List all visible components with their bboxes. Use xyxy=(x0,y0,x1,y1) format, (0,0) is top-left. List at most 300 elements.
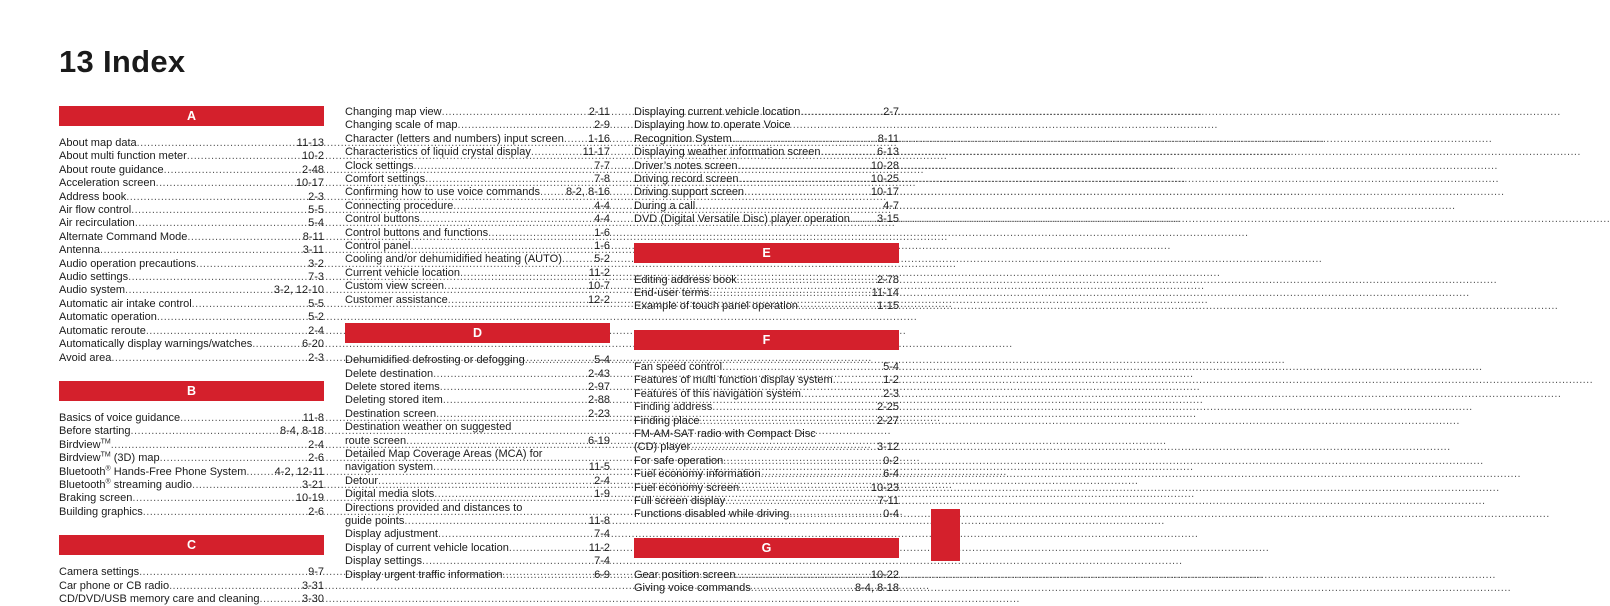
entry-page-ref: 11-2 xyxy=(588,266,610,279)
entry-term xyxy=(345,133,564,146)
entry-term xyxy=(634,569,736,582)
entry-term xyxy=(59,593,260,606)
entry-term xyxy=(345,200,453,213)
entry-term-text: DVD (Digital Versatile Disc) player operation xyxy=(634,213,850,226)
entry-term xyxy=(634,106,800,119)
section-letter-band: A xyxy=(59,106,324,126)
index-entry xyxy=(59,231,324,244)
leader-dots xyxy=(736,569,868,582)
leader-dots xyxy=(488,227,591,240)
entry-term-text: Fuel economy information xyxy=(634,468,761,481)
entry-term-text: Digital media slots xyxy=(345,488,435,501)
index-entry xyxy=(634,119,899,146)
entry-page-ref: 11-5 xyxy=(588,461,610,474)
index-entry xyxy=(345,354,610,367)
entry-term xyxy=(59,271,128,284)
entry-term xyxy=(59,244,100,257)
entry-term-text: Automatic air intake control xyxy=(59,297,192,310)
entry-term-text: Finding address xyxy=(634,401,713,414)
entry-term-text: Antenna xyxy=(59,244,100,257)
entry-page-ref: 4-2, 12-11 xyxy=(274,465,324,478)
entry-page-ref: 5-4 xyxy=(883,360,899,373)
index-entry xyxy=(345,542,610,555)
entry-page-ref: 2-25 xyxy=(876,401,899,414)
entry-term xyxy=(59,150,187,163)
entry-term xyxy=(634,468,761,481)
index-entry xyxy=(345,106,610,119)
index-entry xyxy=(634,415,899,428)
index-entry xyxy=(345,160,610,173)
leader-dots xyxy=(433,368,585,381)
entry-term xyxy=(59,439,111,452)
entry-page-ref: 8-4, 8-18 xyxy=(279,425,324,438)
index-entry xyxy=(59,580,324,593)
entry-term-text: End-user terms xyxy=(634,287,710,300)
index-entry xyxy=(345,173,610,186)
index-entry xyxy=(345,475,610,488)
entry-term xyxy=(59,298,192,311)
leader-dots xyxy=(798,300,874,313)
entry-term-text: Giving voice commands xyxy=(634,582,751,595)
leader-dots xyxy=(425,173,591,186)
entry-term xyxy=(345,267,460,280)
index-entry xyxy=(59,191,324,204)
entry-page-ref: 4-4 xyxy=(594,213,610,226)
entry-term xyxy=(345,146,531,159)
entry-term-text: Character (letters and numbers) input screen xyxy=(345,132,564,145)
entry-term-text: Changing scale of map xyxy=(345,119,458,132)
entry-term-text: Address book xyxy=(59,190,127,203)
entry-term-text: For safe operation xyxy=(634,454,724,467)
entry-term-text: Control panel xyxy=(345,240,411,253)
entry-page-ref: 7-4 xyxy=(594,555,610,568)
index-section xyxy=(345,106,610,307)
index-entry xyxy=(345,227,610,240)
entry-term-text: Display of current vehicle location xyxy=(345,541,509,554)
leader-dots xyxy=(420,213,591,226)
entry-term-text: Editing address book xyxy=(634,273,737,286)
entry-page-ref: 6-4 xyxy=(883,468,899,481)
entry-term xyxy=(59,338,252,351)
index-entry xyxy=(634,106,899,119)
entry-term-text: Braking screen xyxy=(59,492,133,505)
entry-term xyxy=(345,475,378,488)
leader-dots xyxy=(509,542,586,555)
entry-term-text: Bluetooth xyxy=(59,465,106,478)
leader-dots xyxy=(196,258,305,271)
leader-dots xyxy=(709,287,868,300)
entry-term-text: Driving support screen xyxy=(634,186,745,199)
leader-dots xyxy=(111,439,305,452)
leader-dots xyxy=(100,244,300,257)
trademark-superscript: TM xyxy=(100,451,111,459)
entry-term: Destination weather on suggested xyxy=(345,421,512,434)
index-entry xyxy=(634,160,899,173)
entry-term-text: Avoid area xyxy=(59,351,112,364)
entry-page-ref: 11-14 xyxy=(871,287,899,300)
entry-term xyxy=(634,200,695,213)
entry-page-ref: 1-6 xyxy=(594,226,610,239)
entry-term xyxy=(59,164,164,177)
entry-term xyxy=(634,173,739,186)
index-entry xyxy=(634,200,899,213)
leader-dots xyxy=(157,311,305,324)
entry-term-text: About multi function meter xyxy=(59,150,187,163)
entry-term xyxy=(634,508,789,521)
trademark-superscript: ® xyxy=(105,464,111,472)
entry-term-text: Dehumidified defrosting or defogging xyxy=(345,354,525,367)
entry-page-ref: 8-11 xyxy=(877,132,899,145)
leader-dots xyxy=(187,231,299,244)
entry-page-ref: 2-7 xyxy=(883,106,899,118)
leader-dots xyxy=(722,361,880,374)
index-entry xyxy=(345,381,610,394)
entry-page-ref: 11-8 xyxy=(302,411,324,424)
index-entry xyxy=(345,448,610,475)
index-entry xyxy=(59,452,324,465)
entry-term xyxy=(634,287,709,300)
entry-term-text: Alternate Command Mode xyxy=(59,230,188,243)
index-entry xyxy=(59,479,324,492)
entry-term xyxy=(345,173,425,186)
entry-page-ref: 3-2 xyxy=(308,257,324,270)
entry-term xyxy=(59,325,146,338)
entry-term-text: Automatically display warnings/watches xyxy=(59,338,253,351)
index-entry xyxy=(345,294,610,307)
leader-dots xyxy=(458,119,592,132)
entry-page-ref: 3-11 xyxy=(302,244,324,257)
entry-page-ref: 2-27 xyxy=(876,414,899,427)
entry-term xyxy=(59,566,139,579)
index-entry xyxy=(345,488,610,501)
leader-dots xyxy=(143,506,305,519)
leader-dots xyxy=(126,191,305,204)
leader-dots xyxy=(413,160,591,173)
leader-dots xyxy=(169,580,299,593)
entry-term-text: Connecting procedure xyxy=(345,199,454,212)
entry-term-text: Delete destination xyxy=(345,367,434,380)
entry-page-ref: 2-48 xyxy=(301,163,324,176)
entry-term xyxy=(59,231,187,244)
entry-page-ref: 5-4 xyxy=(594,354,610,367)
entry-term xyxy=(59,191,126,204)
entry-page-ref: 3-12 xyxy=(876,441,899,454)
entry-term-text: Basics of voice guidance xyxy=(59,411,181,424)
entry-term-text: Birdview xyxy=(59,438,101,451)
entry-term-text: Car phone or CB radio xyxy=(59,579,170,592)
entry-term xyxy=(59,258,196,271)
index-entry xyxy=(634,300,899,313)
entry-term xyxy=(59,452,160,465)
entry-page-ref: 1-16 xyxy=(587,132,610,145)
entry-term-text: Characteristics of liquid crystal display xyxy=(345,146,531,159)
index-entry xyxy=(345,200,610,213)
index-column-3 xyxy=(634,106,899,596)
leader-dots xyxy=(503,569,592,582)
index-entry xyxy=(59,244,324,257)
entry-term xyxy=(345,368,433,381)
entry-term-text: Features of this navigation system xyxy=(634,387,801,400)
entry-term xyxy=(634,495,725,508)
index-entry xyxy=(59,466,324,479)
entry-term-text: Features of multi function display system xyxy=(634,374,833,387)
entry-term-text: Display urgent traffic information xyxy=(345,568,503,581)
entry-term-text: Display adjustment xyxy=(345,528,438,541)
index-entry xyxy=(345,408,610,421)
entry-page-ref: 8-2, 8-16 xyxy=(565,186,610,199)
entry-page-ref: 3-21 xyxy=(301,478,324,491)
index-entry xyxy=(59,338,324,351)
index-entry xyxy=(59,506,324,519)
index-entry xyxy=(59,217,324,230)
entry-term-text: Fuel economy screen xyxy=(634,481,740,494)
entry-term-text: Control buttons and functions xyxy=(345,226,489,239)
entry-term-text: Camera settings xyxy=(59,566,140,579)
leader-dots xyxy=(738,160,868,173)
section-letter-band: E xyxy=(634,243,899,263)
leader-dots xyxy=(695,200,880,213)
entry-page-ref: 10-17 xyxy=(870,186,899,199)
index-section xyxy=(345,323,610,582)
leader-dots xyxy=(453,200,591,213)
entry-term-text: Air recirculation xyxy=(59,217,135,230)
leader-dots xyxy=(564,133,585,146)
entry-term xyxy=(345,240,410,253)
entry-page-ref: 6-9 xyxy=(594,568,610,581)
entry-term xyxy=(59,425,131,438)
entry-term xyxy=(345,408,436,421)
entry-term-text: During a call xyxy=(634,199,696,212)
index-section xyxy=(634,243,899,314)
leader-dots xyxy=(378,475,591,488)
entry-term xyxy=(345,213,420,226)
entry-page-ref: 0-2 xyxy=(883,454,899,467)
entry-term: Detailed Map Coverage Areas (MCA) for xyxy=(345,447,543,460)
entry-term: Displaying how to operate Voice xyxy=(634,119,791,132)
entry-term xyxy=(634,274,737,287)
entry-term-text: Deleting stored item xyxy=(345,394,443,407)
leader-dots xyxy=(192,479,299,492)
entry-term-text: Comfort settings xyxy=(345,173,426,186)
entry-page-ref: 3-15 xyxy=(876,213,899,226)
entry-page-ref: 2-97 xyxy=(587,380,610,393)
entry-term xyxy=(59,412,180,425)
leader-dots xyxy=(436,408,585,421)
entry-term-text: Control buttons xyxy=(345,213,420,226)
entry-term xyxy=(345,106,442,119)
entry-page-ref: 6-20 xyxy=(301,338,324,351)
section-letter-band: F xyxy=(634,330,899,350)
section-letter-band: D xyxy=(345,323,610,343)
entry-term-text: Before starting xyxy=(59,425,131,438)
entry-page-ref: 10-19 xyxy=(295,492,324,505)
entry-page-ref: 6-13 xyxy=(876,146,899,159)
entry-page-ref: 10-22 xyxy=(870,568,899,581)
leader-dots xyxy=(443,394,585,407)
index-entry xyxy=(59,412,324,425)
entry-term-text: About map data xyxy=(59,137,137,149)
entry-term-text: Fan speed control xyxy=(634,360,723,373)
entry-term-text: Automatic reroute xyxy=(59,324,146,337)
entry-term-text: Bluetooth xyxy=(59,478,106,491)
entry-term: FM-AM-SAT radio with Compact Disc xyxy=(634,427,816,440)
index-entry xyxy=(59,325,324,338)
page-title: 13 Index xyxy=(59,44,186,79)
index-entry xyxy=(345,267,610,280)
index-entry xyxy=(634,173,899,186)
entry-page-ref: 0-4 xyxy=(883,508,899,521)
leader-dots xyxy=(801,388,880,401)
entry-page-ref: 8-4, 8-18 xyxy=(854,582,899,595)
entry-term-text: Finding place xyxy=(634,414,700,427)
index-entry xyxy=(345,186,610,199)
index-entry xyxy=(634,274,899,287)
leader-dots xyxy=(761,468,881,481)
leader-dots xyxy=(139,566,305,579)
entry-page-ref: 5-2 xyxy=(594,253,610,266)
entry-page-ref: 7-8 xyxy=(594,173,610,186)
leader-dots xyxy=(712,401,874,414)
index-entry xyxy=(634,401,899,414)
leader-dots xyxy=(739,482,868,495)
index-entry xyxy=(59,492,324,505)
entry-page-ref: 2-3 xyxy=(308,190,324,203)
leader-dots xyxy=(410,240,591,253)
leader-dots xyxy=(723,455,880,468)
entry-term xyxy=(345,253,562,266)
entry-term-text: Current vehicle location xyxy=(345,266,460,279)
entry-term-text: Displaying current vehicle location xyxy=(634,106,801,118)
trademark-superscript: ® xyxy=(105,478,111,486)
index-entry xyxy=(634,213,899,226)
entry-term xyxy=(345,186,540,199)
entry-term xyxy=(345,227,488,240)
entry-term xyxy=(59,352,111,365)
entry-term-text: CD/DVD/USB memory care and cleaning xyxy=(59,592,260,605)
entry-term xyxy=(59,492,132,505)
index-section xyxy=(59,106,324,365)
index-entry xyxy=(634,361,899,374)
entry-page-ref: 3-31 xyxy=(301,579,324,592)
entry-term xyxy=(345,381,440,394)
entry-term xyxy=(59,137,137,150)
entry-term-text: Audio settings xyxy=(59,271,129,284)
entry-term xyxy=(345,160,413,173)
entry-page-ref: 2-4 xyxy=(308,324,324,337)
entry-page-ref: 2-4 xyxy=(594,474,610,487)
index-section xyxy=(59,535,324,606)
entry-page-ref: 2-88 xyxy=(587,394,610,407)
leader-dots xyxy=(252,338,299,351)
leader-dots xyxy=(422,555,591,568)
trademark-superscript: TM xyxy=(100,438,111,446)
entry-page-ref: 10-28 xyxy=(870,159,899,172)
entry-term-text: Audio system xyxy=(59,284,126,297)
entry-term xyxy=(345,569,503,582)
leader-dots xyxy=(128,271,305,284)
entry-term-text: Audio operation precautions xyxy=(59,257,196,270)
entry-term-text: Gear position screen xyxy=(634,568,736,581)
entry-term xyxy=(59,580,169,593)
leader-dots xyxy=(531,146,580,159)
leader-dots xyxy=(438,528,591,541)
entry-page-ref: 2-6 xyxy=(308,452,324,465)
index-entry xyxy=(59,439,324,452)
index-entry xyxy=(59,566,324,579)
entry-page-ref: 11-13 xyxy=(296,137,324,149)
entry-term xyxy=(345,555,422,568)
entry-page-ref: 2-3 xyxy=(308,351,324,364)
leader-dots xyxy=(737,274,874,287)
entry-term-text: Building graphics xyxy=(59,505,143,518)
leader-dots xyxy=(434,488,591,501)
entry-term xyxy=(634,361,722,374)
entry-term xyxy=(634,186,744,199)
leader-dots xyxy=(850,213,874,226)
entry-term xyxy=(59,177,156,190)
entry-page-ref: 7-7 xyxy=(594,159,610,172)
entry-term-text: Functions disabled while driving xyxy=(634,508,790,521)
leader-dots xyxy=(135,217,305,230)
entry-page-ref: 2-9 xyxy=(594,119,610,132)
entry-term-continued: navigation system xyxy=(345,461,434,474)
entry-term-text: Delete stored items xyxy=(345,380,440,393)
leader-dots xyxy=(137,137,294,150)
index-section xyxy=(634,106,899,227)
leader-dots xyxy=(525,354,591,367)
entry-term-continued: route screen xyxy=(345,434,407,447)
entry-page-ref: 6-19 xyxy=(587,434,610,447)
entry-term-text: Automatic operation xyxy=(59,311,157,324)
entry-term-suffix: Hands-Free Phone System xyxy=(110,465,247,478)
index-entry xyxy=(59,311,324,324)
index-entry xyxy=(345,146,610,159)
leader-dots xyxy=(800,106,880,119)
entry-term-text: Destination screen xyxy=(345,407,437,420)
entry-page-ref: 7-3 xyxy=(308,271,324,284)
entry-page-ref: 9-7 xyxy=(308,566,324,579)
index-entry xyxy=(59,352,324,365)
leader-dots xyxy=(540,186,563,199)
entry-term xyxy=(634,455,723,468)
index-entry xyxy=(345,253,610,266)
entry-term-text: Detour xyxy=(345,474,379,487)
index-entry xyxy=(59,258,324,271)
index-entry xyxy=(345,394,610,407)
leader-dots xyxy=(404,515,585,528)
index-section xyxy=(634,330,899,522)
entry-term xyxy=(634,213,850,226)
leader-dots xyxy=(111,352,305,365)
entry-page-ref: 2-43 xyxy=(587,367,610,380)
index-entry xyxy=(59,177,324,190)
entry-page-ref: 10-25 xyxy=(870,173,899,186)
entry-page-ref: 1-2 xyxy=(883,374,899,387)
entry-term xyxy=(634,482,739,495)
index-entry xyxy=(634,287,899,300)
index-entry xyxy=(345,421,610,448)
entry-term-text: About route guidance xyxy=(59,163,164,176)
index-entry xyxy=(59,137,324,150)
section-letter-band: B xyxy=(59,381,324,401)
leader-dots xyxy=(460,267,586,280)
index-entry xyxy=(59,593,324,606)
section-letter-band: C xyxy=(59,535,324,555)
index-entry xyxy=(59,150,324,163)
entry-term xyxy=(345,394,443,407)
index-entry xyxy=(634,428,899,455)
index-entry xyxy=(634,495,899,508)
